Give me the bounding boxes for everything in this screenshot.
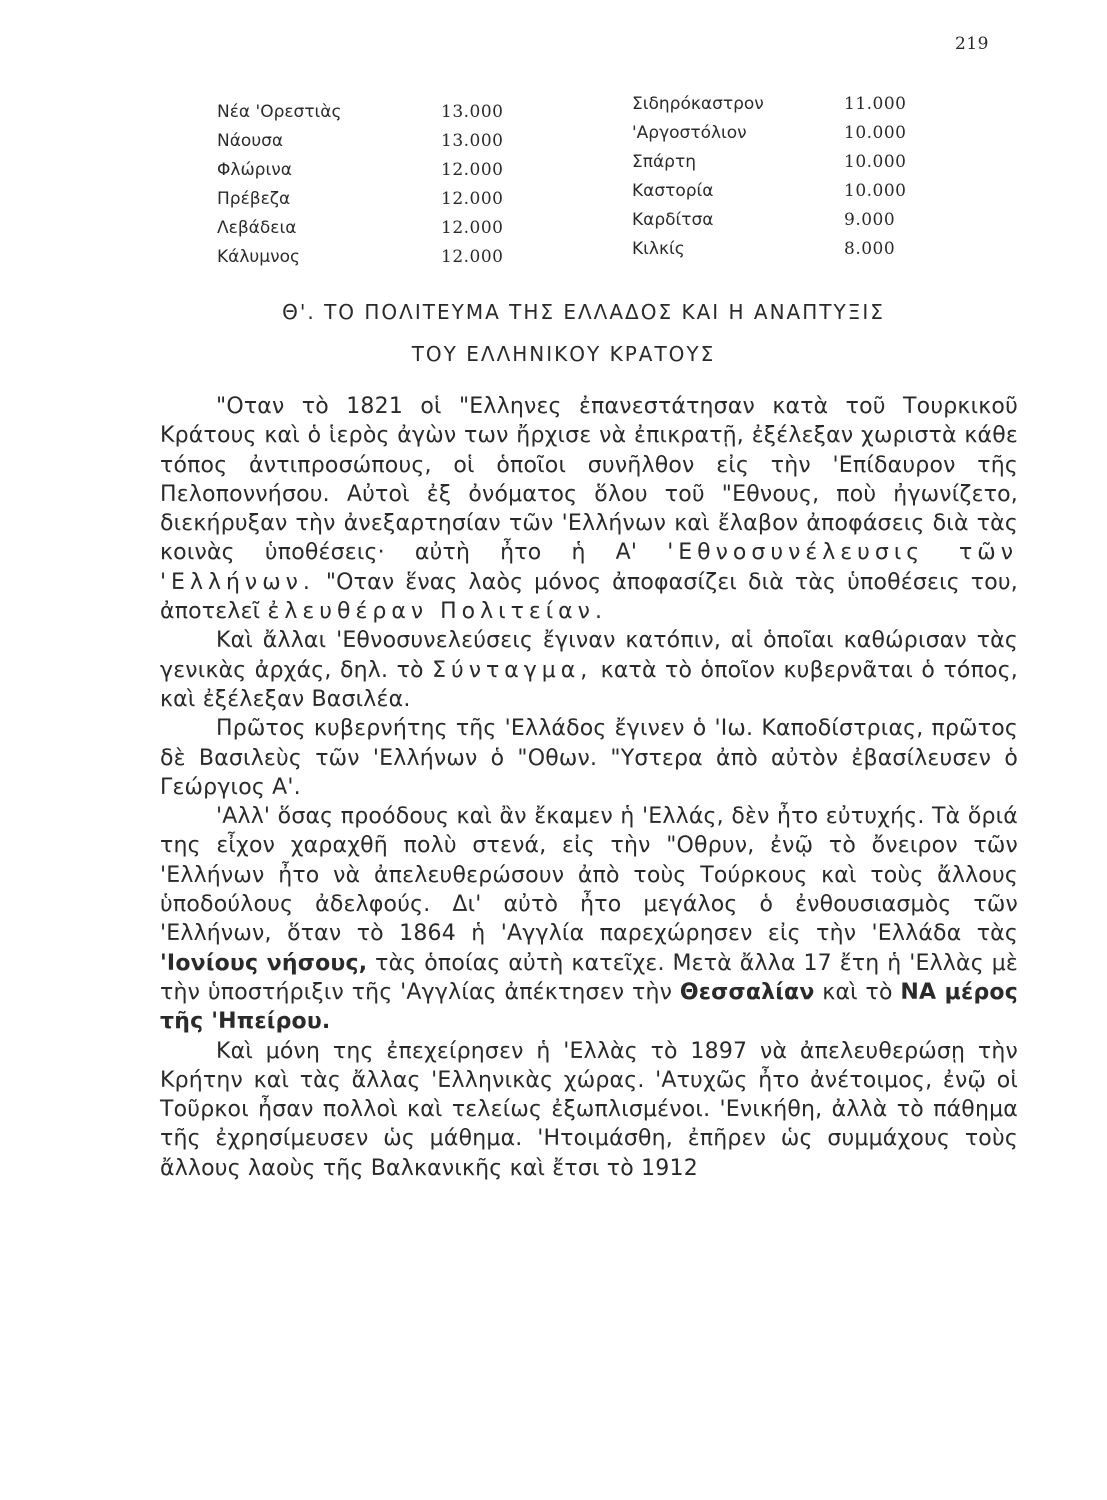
city-population: 10.000: [844, 181, 907, 201]
city-name: Κιλκίς: [632, 239, 685, 259]
table-row: [632, 90, 932, 119]
city-population: 10.000: [844, 152, 907, 172]
paragraph: [160, 626, 1018, 714]
city-name: Σιδηρόκαστρον: [632, 94, 764, 114]
paragraph: [160, 392, 1018, 626]
city-name: Φλώρινα: [217, 160, 292, 180]
city-population: 12.000: [441, 189, 504, 209]
population-table-right: [632, 90, 932, 270]
table-row: [217, 243, 547, 272]
city-population: 13.000: [441, 102, 504, 122]
city-name: Καστορία: [632, 181, 714, 201]
table-row: [217, 127, 547, 156]
table-row: [632, 235, 932, 264]
emphasized-text: 'Εθνοσυνέλευσις τῶν 'Ελλήνων.: [160, 540, 1019, 595]
paragraph-text: "Οταν τὸ 1821 οἱ "Ελληνες ἐπανεστάτησαν κατὰ τοῦ Τουρκικοῦ Κράτους καὶ ὁ ἱερὸς ἀγὼν των ἤρχισε νὰ ἐπικρατῇ, ἐξέλεξαν χωριστὰ κάθε τόπος ἀντιπροσώπους, οἱ ὁποῖοι συνῆλθον εἰς τὴν 'Επίδαυρον τῆς Πελοποννήσου. Αὐτοὶ ἐξ ὀνόματος ὅλου τοῦ "Εθνους, ποὺ ἠγωνίζετο, διεκήρυξαν τὴν ἀνεξαρτησίαν τῶν 'Ελλήνων καὶ ἔλαβον ἀποφάσεις διὰ τὰς κοινὰς ὑποθέσεις· αὐτὴ ἦτο ἡ Α': [160, 394, 1018, 566]
table-row: [632, 206, 932, 235]
city-name: Πρέβεζα: [217, 189, 291, 209]
paragraph-text: τὰς ὁποίας αὐτὴ κατεῖχε. Μετὰ ἄλλα 17 ἔτη ἡ 'Ελλὰς μὲ τὴν ὑποστήριξιν τῆς 'Αγγλίας ἀπέκτησεν τὴν: [160, 950, 1018, 1005]
paragraph-text: 'Αλλ' ὅσας προόδους καὶ ἂν ἔκαμεν ἡ 'Ελλάς, δὲν ἦτο εὐτυχής. Τὰ ὅριά της εἶχον χαραχθῆ πολὺ στενά, εἰς τὴν "Οθρυν, ἐνῷ τὸ ὄνειρον τῶν 'Ελλήνων ἦτο νὰ ἀπελευθερώσουν ἀπὸ τοὺς Τούρκους καὶ τοὺς ἄλλους ὑποδούλους ἀδελφούς. Δι' αὐτὸ ἦτο μεγάλος ὁ ἐνθουσιασμὸς τῶν 'Ελλήνων, ὅταν τὸ 1864 ἡ 'Αγγλία παρεχώρησεν εἰς τὴν 'Ελλάδα τὰς: [160, 804, 1018, 947]
city-population: 9.000: [844, 210, 896, 230]
emphasized-text: ἐλευθέραν Πολιτείαν.: [267, 599, 607, 625]
paragraph-text: Καὶ μόνη της ἐπεχείρησεν ἡ 'Ελλὰς τὸ 1897 νὰ ἀπελευθερώσῃ τὴν Κρήτην καὶ τὰς ἄλλας 'Ελληνικὰς χώρας. 'Ατυχῶς ἦτο ἀνέτοιμος, ἐνῷ οἱ Τοῦρκοι ἦσαν πολλοὶ καὶ τελείως ἐξωπλισμένοι. 'Ενικήθη, ἀλλὰ τὸ πάθημα τῆς ἐχρησίμευσεν ὡς μάθημα. 'Ητοιμάσθη, ἐπῆρεν ὡς συμμάχους τοὺς ἄλλους λαοὺς τῆς Βαλκανικῆς καὶ ἔτσι τὸ 1912: [160, 1038, 1018, 1181]
paragraph: [160, 802, 1018, 1036]
body-text: [160, 392, 1018, 1183]
city-name: Καρδίτσα: [632, 210, 714, 230]
paragraph-text: Πρῶτος κυβερνήτης τῆς 'Ελλάδος ἔγινεν ὁ 'Ιω. Καποδίστριας, πρῶτος δὲ Βασιλεὺς τῶν 'Ελλήνων ὁ "Οθων. "Υστερα ἀπὸ αὐτὸν ἐβασίλευσεν ὁ Γεώργιος Α'.: [160, 716, 1018, 800]
table-row: [217, 98, 547, 127]
city-name: Λεβάδεια: [217, 218, 297, 238]
city-name: 'Αργοστόλιον: [632, 123, 747, 143]
bold-text: Θεσσαλίαν: [679, 979, 815, 1005]
city-population: 8.000: [844, 239, 896, 259]
paragraph: [160, 1037, 1018, 1183]
table-row: [217, 156, 547, 185]
city-population: 13.000: [441, 131, 504, 151]
table-row: [632, 119, 932, 148]
table-row: [217, 214, 547, 243]
paragraph-text: Καὶ ἄλλαι 'Εθνοσυνελεύσεις ἔγιναν κατόπιν, αἱ ὁποῖαι καθώρισαν τὰς γενικὰς ἀρχάς, δηλ. τὸ: [160, 628, 1018, 683]
paragraph-text: κατὰ τὸ ὁποῖον κυβερνᾶται ὁ τόπος, καὶ ἐξέλεξαν Βασιλέα.: [160, 657, 1018, 712]
city-name: Σπάρτη: [632, 152, 696, 172]
city-population: 12.000: [441, 247, 504, 267]
city-population: 12.000: [441, 218, 504, 238]
paragraph-text: "Οταν ἕνας λαὸς μόνος ἀποφασίζει διὰ τὰς ὑποθέσεις του, ἀποτελεῖ: [160, 569, 1018, 625]
city-population: 11.000: [844, 94, 907, 114]
table-row: [217, 185, 547, 214]
table-row: [632, 177, 932, 206]
page-number: 219: [955, 34, 989, 54]
bold-text: ΝΑ μέρος τῆς 'Ηπείρου.: [160, 979, 1018, 1035]
section-heading: Θ'. ΤΟ ΠΟΛΙΤΕΥΜΑ ΤΗΣ ΕΛΛΑΔΟΣ ΚΑΙ Η ΑΝΑΠΤΥΞΙΣ: [282, 300, 885, 324]
emphasized-text: Σύνταγμα,: [432, 657, 593, 683]
bold-text: 'Ιονίους νήσους,: [160, 950, 368, 976]
table-row: [632, 148, 932, 177]
paragraph: [160, 714, 1018, 802]
city-name: Νάουσα: [217, 131, 284, 151]
paragraph-text: καὶ τὸ: [814, 979, 901, 1005]
population-table-left: [217, 98, 547, 278]
city-name: Κάλυμνος: [217, 247, 300, 267]
city-population: 12.000: [441, 160, 504, 180]
city-population: 10.000: [844, 123, 907, 143]
section-heading-continued: ΤΟΥ ΕΛΛΗΝΙΚΟΥ ΚΡΑΤΟΥΣ: [411, 342, 716, 366]
city-name: Νέα 'Ορεστιὰς: [217, 102, 342, 122]
